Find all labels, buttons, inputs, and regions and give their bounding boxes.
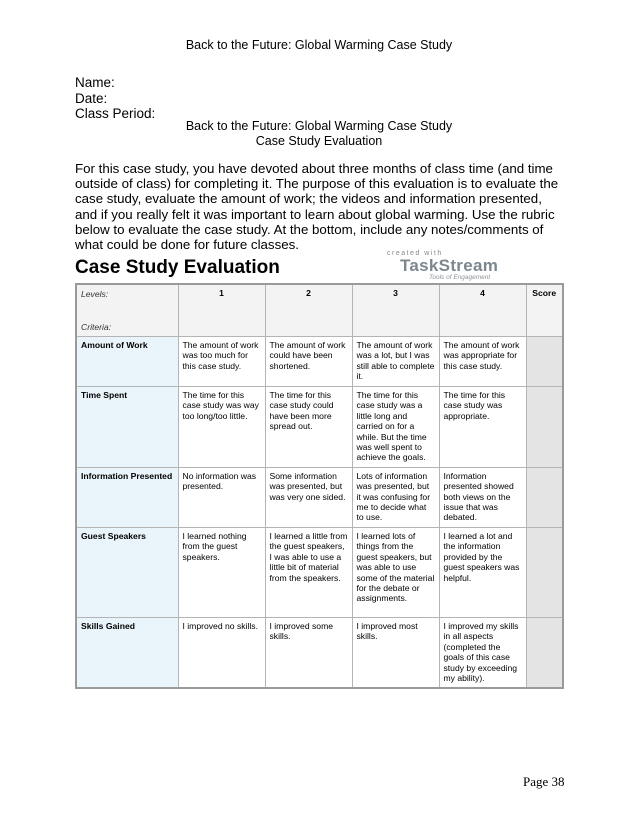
rubric-cell: I improved no skills. [178,617,265,688]
main-title: Back to the Future: Global Warming Case Study [185,119,453,133]
criteria-label: Criteria: [81,321,112,332]
score-cell[interactable] [526,467,563,527]
running-header: Back to the Future: Global Warming Case Study [185,38,453,52]
criterion-label: Information Presented [76,467,178,527]
name-label: Name: [75,75,115,90]
level-header-3: 3 [352,284,439,337]
sub-title: Case Study Evaluation [255,133,383,148]
criterion-label: Amount of Work [76,337,178,387]
rubric-cell: I learned nothing from the guest speakers. [178,527,265,617]
rubric-cell: The time for this case study could have been more spread out. [265,387,352,468]
document-titles [0,119,638,148]
rubric-cell: I learned lots of things from the guest speakers, but was able to use some of the material for the debate or assignments. [352,527,439,617]
levels-criteria-cell [76,284,178,337]
student-info [75,75,155,122]
rubric-cell: The amount of work was a lot, but I was still able to complete it. [352,337,439,387]
rubric-row-skills-gained [76,617,563,688]
score-cell[interactable] [526,387,563,468]
taskstream-logo [383,250,501,282]
rubric-header-row [76,284,563,337]
score-cell[interactable] [526,337,563,387]
rubric-cell: Lots of information was presented, but it was confusing for me to decide what to use. [352,467,439,527]
score-cell[interactable] [526,617,563,688]
rubric-cell: I learned a lot and the information provided by the guest speakers was helpful. [439,527,526,617]
logo-name: TaskStream [400,256,499,275]
intro-paragraph: For this case study, you have devoted about three months of class time (and time outside of class) for completing it. The purpose of this evaluation is to evaluate the case study, evaluate the amount of work; the videos and information presented, and if you really felt it was important to learn about global warming. Use the rubric below to evaluate the case study. At the bottom, include any notes/comments of what could be done for future classes. [75,161,559,253]
level-header-4: 4 [439,284,526,337]
rubric-cell: The time for this case study was appropriate. [439,387,526,468]
rubric-cell: I improved most skills. [352,617,439,688]
rubric-cell: I improved my skills in all aspects (completed the goals of this case study by exceeding my ability). [439,617,526,688]
rubric-row-information-presented [76,467,563,527]
rubric-cell: The amount of work was too much for this case study. [178,337,265,387]
date-label: Date: [75,90,108,106]
score-cell[interactable] [526,527,563,617]
rubric-cell: Some information was presented, but was very one sided. [265,467,352,527]
rubric-table [75,283,564,689]
logo-created-with: created with [387,250,443,257]
rubric-cell: The amount of work could have been shortened. [265,337,352,387]
rubric-cell: I improved some skills. [265,617,352,688]
rubric-cell: Information presented showed both views on the issue that was debated. [439,467,526,527]
rubric-row-guest-speakers [76,527,563,617]
rubric-cell: The time for this case study was a little long and carried on for a while. But the time was well spent to achieve the goals. [352,387,439,468]
level-header-1: 1 [178,284,265,337]
criterion-label: Guest Speakers [76,527,178,617]
criterion-label: Time Spent [76,387,178,468]
logo-tagline: Tools of Engagement [429,274,491,281]
page-number: Page 38 [523,774,565,789]
rubric-cell: No information was presented. [178,467,265,527]
rubric-row-time-spent [76,387,563,468]
criterion-label: Skills Gained [76,617,178,688]
score-header: Score [526,284,563,337]
levels-label: Levels: [81,289,109,299]
level-header-2: 2 [265,284,352,337]
rubric-cell: The time for this case study was way too long/too little. [178,387,265,468]
section-title: Case Study Evaluation [75,257,280,278]
rubric-cell: The amount of work was appropriate for this case study. [439,337,526,387]
rubric-cell: I learned a little from the guest speakers, I was able to use a little bit of material from the speakers. [265,527,352,617]
rubric-row-amount-of-work [76,337,563,387]
class-period-label: Class Period: [75,106,156,121]
